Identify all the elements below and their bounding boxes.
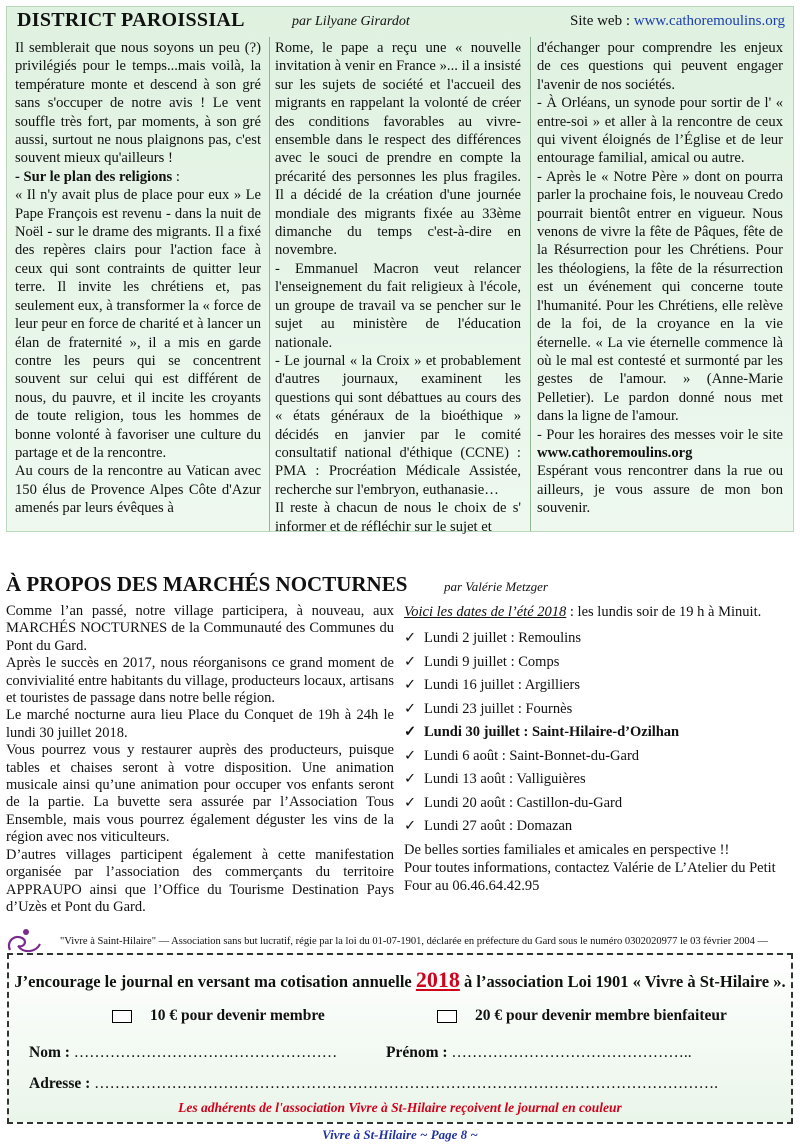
paragraph (537, 426, 783, 463)
marches-outro (404, 841, 794, 895)
date-text: Lundi 9 juillet : Comps (424, 653, 560, 670)
paragraph: Vous pourrez vous y restaurer auprès des producteurs, puisque tables et chaises seront à votre disposition. Une animation musicale ainsi qu’une animation pour occuper vos enfants seront de la partie. La buvette sera assurée par l’Association Tous Ensemble, mais vous pourrez également déguster les vins de la région avec nos viticulteurs. (6, 742, 394, 846)
headline-before: J’encourage le journal en versant ma cotisation annuelle (14, 972, 416, 991)
marches-dates (404, 603, 794, 895)
date-text: Lundi 2 juillet : Remoulins (424, 630, 582, 646)
district-header (17, 9, 787, 35)
paragraph: Rome, le pape a reçu une « nouvelle invitation à venir en France »... il a insisté sur les sujets de société et l'accueil des migrants en rappelant la volonté de créer des conditions favorables au vivre-ensemble dans le respect des différences avec le souci de prendre en compte la précarité des personnes les plus fragiles. Il a décidé de la création d'une journée mondiale des migrants fixée au 33ème dimanche du temps c'est-à-dire en novembre. (275, 40, 521, 259)
option-benefactor[interactable] (437, 1007, 727, 1025)
headline-after: à l’association Loi 1901 « Vivre à St-Hilaire ». (459, 972, 786, 991)
checkmark-icon: ✓ (404, 747, 417, 764)
checkmark-icon: ✓ (404, 771, 417, 787)
religion-heading-suffix: : (172, 168, 180, 185)
column-divider (530, 37, 531, 531)
paragraph: De belles sorties familiales et amicales en perspective !! (404, 841, 730, 858)
date-item (404, 815, 794, 839)
prenom-field[interactable] (386, 1044, 692, 1062)
nom-label: Nom : (29, 1044, 74, 1061)
paragraph: Comme l’an passé, notre village participera, à nouveau, aux MARCHÉS NOCTURNES de la Communauté des Communes du Pont du Gard. (6, 603, 394, 654)
paragraph: Au cours de la rencontre au Vatican avec 150 élus de Provence Alpes Côte d'Azur amenés par leurs évêques à (15, 463, 261, 517)
column-divider (269, 37, 270, 531)
benefactor-checkbox[interactable] (437, 1010, 457, 1023)
date-item (404, 651, 794, 675)
paragraph: d'échanger pour comprendre les enjeux de ces questions qui peuvent engager l'avenir de nos sociétés. (537, 40, 783, 93)
paragraph: Après le succès en 2017, nous réorganisons ce grand moment de convivialité entre habitants du village, producteurs locaux, artisans et touristes de passage dans notre belle région. (6, 655, 394, 707)
adresse-dots[interactable]: …………………………………………………………………………………………………………. (94, 1075, 719, 1092)
date-item (404, 674, 794, 698)
date-item-highlight (404, 721, 794, 745)
paragraph: Il reste à chacun de nous le choix de s' informer et de réfléchir sur le sujet et (275, 500, 521, 535)
paragraph: « Il n'y avait plus de place pour eux » Le Pape François est revenu - dans la nuit de Noël - sur le drame des migrants. Il a fixé des repères clairs pour l'action face à ceux qui sont contraints de quitter leur terre. Il invite les chrétiens et, pas seulement eux, à transformer la « force de leur peur en force de charité et à lancer un élan de fraternité », il a mis en garde contre les peurs qui se concentrent souvent sur celui qui est différent de nous, du pauvre, et il incite les croyants de toute religion, tous les hommes de bonne volonté à favoriser une culture du partage et de la rencontre. (15, 187, 261, 461)
prenom-dots[interactable]: ……………………………………….. (451, 1044, 692, 1061)
district-title: DISTRICT PAROISSIAL (17, 9, 245, 31)
date-text: Lundi 30 juillet : Saint-Hilaire-d’Ozilhan (424, 724, 680, 740)
member-checkbox[interactable] (112, 1010, 132, 1023)
masses-link[interactable]: www.cathoremoulins.org (537, 444, 693, 461)
prenom-label: Prénom : (386, 1044, 452, 1061)
cotisation-year: 2018 (415, 967, 460, 992)
district-column-3 (537, 39, 783, 518)
checkmark-icon: ✓ (404, 724, 417, 740)
option-benefactor-label: 20 € pour devenir membre bienfaiteur (475, 1007, 727, 1024)
date-text: Lundi 6 août : Saint-Bonnet-du-Gard (424, 747, 640, 764)
cotisation-footer: Les adhérents de l'association Vivre à St-Hilaire reçoivent le journal en couleur (178, 1100, 622, 1115)
district-column-1 (15, 39, 261, 518)
page-footer: Vivre à St-Hilaire ~ Page 8 ~ (322, 1127, 478, 1142)
checkmark-icon: ✓ (404, 818, 417, 834)
district-site (570, 13, 785, 30)
district-author: par Lilyane Girardot (292, 14, 410, 29)
paragraph: Il semblerait que nous soyons un peu (?) privilégiés pour le temps...mais voilà, la température monte et descend à son gré sans s'occuper de notre avis ! Le vent souffle très fort, par moments, à son gré aussi, surtout ne nous plaignons pas, c'est souvent mieux qu'ailleurs ! (15, 40, 261, 167)
date-text: Lundi 16 juillet : Argilliers (424, 677, 581, 693)
paragraph: - Le journal « la Croix » et probablement d'autres journaux, examinent les questions qui sont débattues au cours des « états généraux de la bioéthique » décidés en janvier par le comité consultatif national d'éthique (CCNE) : PMA : Procréation Médicale Assistée, recherche sur l'embryon, euthanasie… (275, 352, 521, 498)
dates-intro-rest: : les lundis soir de 19 h à Minuit. (566, 604, 762, 620)
dates-intro-label: Voici les dates de l’été 2018 (404, 604, 567, 620)
dates-intro (404, 603, 794, 621)
site-link[interactable]: www.cathoremoulins.org (633, 13, 785, 29)
district-paroissial-section (6, 6, 794, 535)
religion-heading (15, 168, 261, 186)
date-item (404, 745, 794, 769)
paragraph: - Après le « Notre Père » dont on pourra parler la prochaine fois, le nouveau Credo pourrait bientôt entrer en vigueur. Nous venons de vivre la fête de Pâques, fête de la Résurrection pour les Chrétiens. Pour les théologiens, la fête de la résurrection est un événement qui concerne toute l'humanité. Pour les Chrétiens, elle relève de la foi, de la croyance en la vie éternelle. « La vie éternelle commence là où le mal est contesté et surmonté par les gestes de l'amour. » (Anne-Marie Pelletier). Le pardon donné nous met dans la ligne de l'amour. (537, 168, 783, 425)
paragraph: Le marché nocturne aura lieu Place du Conquet de 19h à 24h le lundi 30 juillet 2018. (6, 707, 394, 741)
marches-author: par Valérie Metzger (444, 579, 548, 594)
masses-text: - Pour les horaires des messes voir le site (537, 426, 783, 443)
checkmark-icon: ✓ (404, 700, 417, 717)
paragraph: - À Orléans, un synode pour sortir de l' « entre-soi » et aller à la rencontre de ceux qui vivent éloignés de l’Église et de leur entourage familial, amical ou autre. (537, 95, 783, 167)
date-item (404, 792, 794, 816)
district-column-2 (275, 39, 521, 536)
option-member-label: 10 € pour devenir membre (150, 1007, 325, 1024)
paragraph: Espérant vous rencontrer dans la rue ou ailleurs, je vous assure de mon bon souvenir. (537, 463, 783, 517)
paragraph: Pour toutes informations, contactez Valérie de L’Atelier du Petit Four au 06.46.64.42.95 (404, 859, 776, 894)
date-text: Lundi 20 août : Castillon-du-Gard (424, 794, 623, 811)
date-text: Lundi 13 août : Valliguières (424, 771, 586, 787)
nom-dots[interactable]: …………………………………………… (73, 1044, 338, 1061)
checkmark-icon: ✓ (404, 653, 417, 670)
nom-field[interactable] (29, 1044, 337, 1062)
cotisation-form (7, 953, 793, 1124)
cotisation-headline (9, 967, 791, 993)
site-label: Site web : (570, 13, 634, 29)
date-item (404, 698, 794, 722)
date-text: Lundi 23 juillet : Fournès (424, 700, 573, 717)
paragraph: - Emmanuel Macron veut relancer l'enseignement du fait religieux à l'école, un groupe de travail va se pencher sur le sujet au ministère de l'éducation nationale. (275, 260, 521, 351)
paragraph: D’autres villages participent également à cette manifestation organisée par l’association des commerçants du territoire APPRAUPO ainsi que l’Office du Tourisme Destination Pays d’Uzès et Pont du Gard. (6, 846, 394, 915)
checkmark-icon: ✓ (404, 630, 417, 646)
religion-heading-text: - Sur le plan des religions (15, 168, 173, 185)
association-legal-line: "Vivre à Saint-Hilaire" — Association sans but lucratif, régie par la loi du 01-07-1901, déclarée en préfecture du Gard sous le numéro 0302020977 le 03 février 2004 — (60, 936, 769, 947)
date-item (404, 627, 794, 651)
option-member[interactable] (112, 1007, 325, 1025)
adresse-field[interactable] (29, 1075, 718, 1093)
date-text: Lundi 27 août : Domazan (424, 818, 573, 834)
marches-text (6, 603, 394, 916)
checkmark-icon: ✓ (404, 794, 417, 811)
marches-title: À PROPOS DES MARCHÉS NOCTURNES (6, 572, 408, 596)
dates-list (404, 627, 794, 839)
date-item (404, 768, 794, 792)
adresse-label: Adresse : (29, 1075, 95, 1092)
checkmark-icon: ✓ (404, 677, 417, 693)
